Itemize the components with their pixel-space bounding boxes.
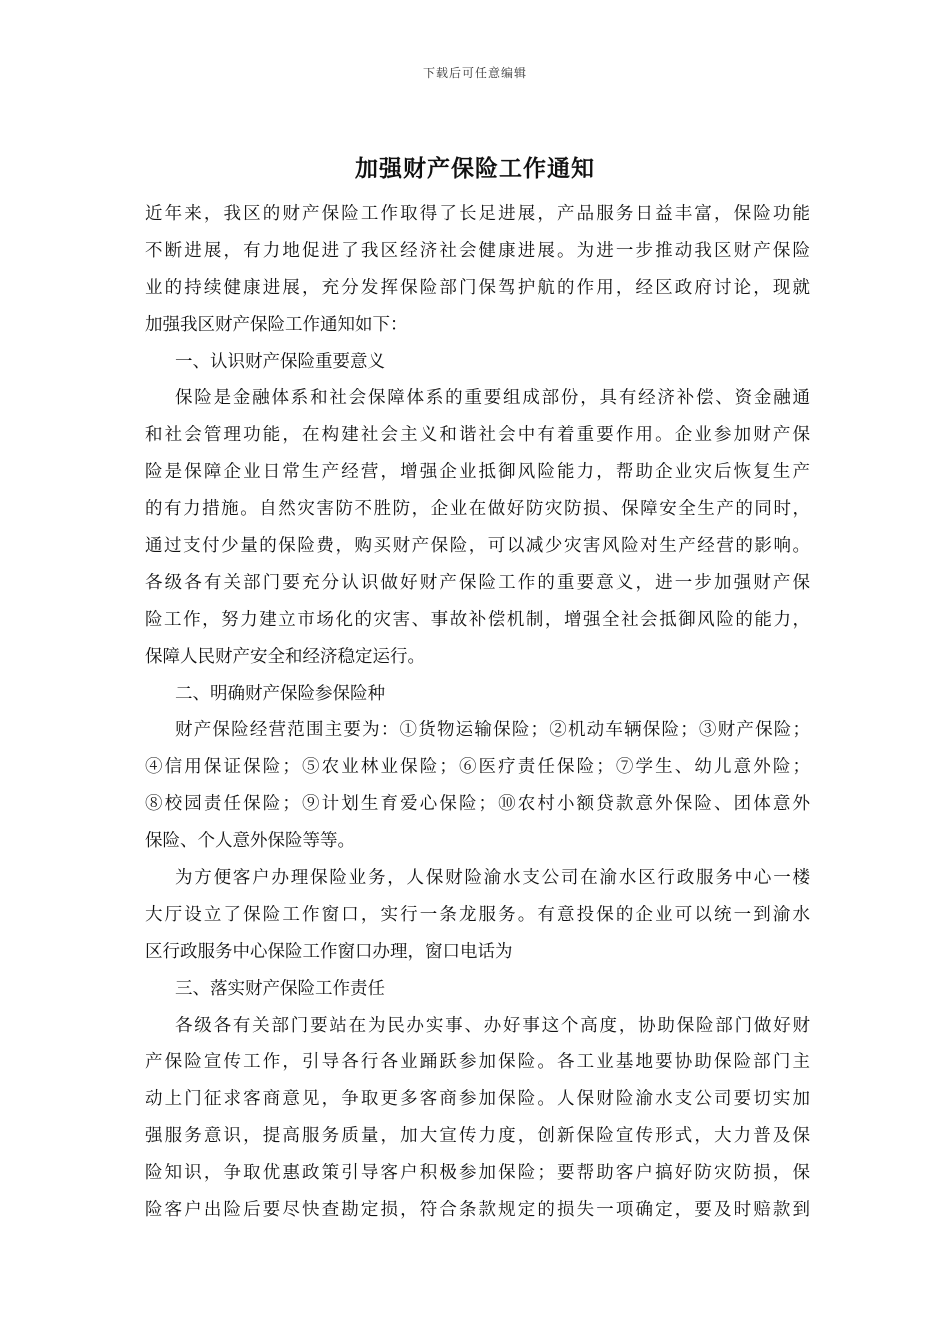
body-line: 险工作，努力建立市场化的灾害、事故补偿机制，增强全社会抵御风险的能力， bbox=[145, 609, 810, 630]
body-line: 近年来，我区的财产保险工作取得了长足进展，产品服务日益丰富，保险功能 bbox=[145, 204, 810, 224]
body-line: 财产保险经营范围主要为：①货物运输保险；②机动车辆保险；③财产保险； bbox=[175, 720, 810, 741]
body-line: 保险是金融体系和社会保障体系的重要组成部份，具有经济补偿、资金融通 bbox=[175, 388, 810, 409]
document-title: 加强财产保险工作通知 bbox=[355, 155, 595, 182]
header-note: 下载后可任意编辑 bbox=[422, 66, 527, 80]
body-line: 险客户出险后要尽快查勘定损，符合条款规定的损失一项确定，要及时赔款到 bbox=[145, 1200, 810, 1221]
body-line: 保险、个人意外保险等等。 bbox=[145, 831, 355, 852]
body-line: 产保险宣传工作，引导各行各业踊跃参加保险。各工业基地要协助保险部门主 bbox=[145, 1052, 810, 1073]
body-line: 二、明确财产保险参保险种 bbox=[175, 683, 385, 704]
body-line: 三、落实财产保险工作责任 bbox=[175, 978, 385, 999]
body-line: 业的持续健康进展，充分发挥保险部门保驾护航的作用，经区政府讨论，现就 bbox=[145, 277, 810, 298]
document-body bbox=[145, 196, 810, 1229]
body-line: ④信用保证保险；⑤农业林业保险；⑥医疗责任保险；⑦学生、幼儿意外险； bbox=[145, 757, 810, 778]
body-line: 险是保障企业日常生产经营，增强企业抵御风险能力，帮助企业灾后恢复生产 bbox=[145, 462, 810, 483]
body-line: 各级各有关部门要充分认识做好财产保险工作的重要意义，进一步加强财产保 bbox=[145, 572, 810, 593]
body-line: 各级各有关部门要站在为民办实事、办好事这个高度，协助保险部门做好财 bbox=[175, 1015, 810, 1036]
body-line: 的有力措施。自然灾害防不胜防，企业在做好防灾防损、保障安全生产的同时， bbox=[145, 499, 810, 520]
body-line: 大厅设立了保险工作窗口，实行一条龙服务。有意投保的企业可以统一到渝水 bbox=[145, 904, 810, 925]
body-line: 和社会管理功能，在构建社会主义和谐社会中有着重要作用。企业参加财产保 bbox=[145, 425, 810, 446]
body-line: 一、认识财产保险重要意义 bbox=[175, 351, 385, 372]
body-line: 保障人民财产安全和经济稳定运行。 bbox=[145, 646, 425, 667]
body-line: 为方便客户办理保险业务，人保财险渝水支公司在渝水区行政服务中心一楼 bbox=[175, 868, 810, 889]
body-line: 不断进展，有力地促进了我区经济社会健康进展。为进一步推动我区财产保险 bbox=[145, 240, 810, 261]
body-line: ⑧校园责任保险；⑨计划生育爱心保险；⑩农村小额贷款意外保险、团体意外 bbox=[145, 794, 810, 815]
body-line: 通过支付少量的保险费，购买财产保险，可以减少灾害风险对生产经营的影响。 bbox=[145, 536, 810, 557]
body-line: 动上门征求客商意见，争取更多客商参加保险。人保财险渝水支公司要切实加 bbox=[145, 1089, 810, 1110]
body-line: 加强我区财产保险工作通知如下： bbox=[145, 314, 408, 335]
body-line: 险知识，争取优惠政策引导客户积极参加保险；要帮助客户搞好防灾防损，保 bbox=[145, 1163, 810, 1184]
body-line: 强服务意识，提高服务质量，加大宣传力度，创新保险宣传形式，大力普及保 bbox=[145, 1126, 810, 1147]
body-line: 区行政服务中心保险工作窗口办理，窗口电话为 bbox=[145, 941, 513, 962]
